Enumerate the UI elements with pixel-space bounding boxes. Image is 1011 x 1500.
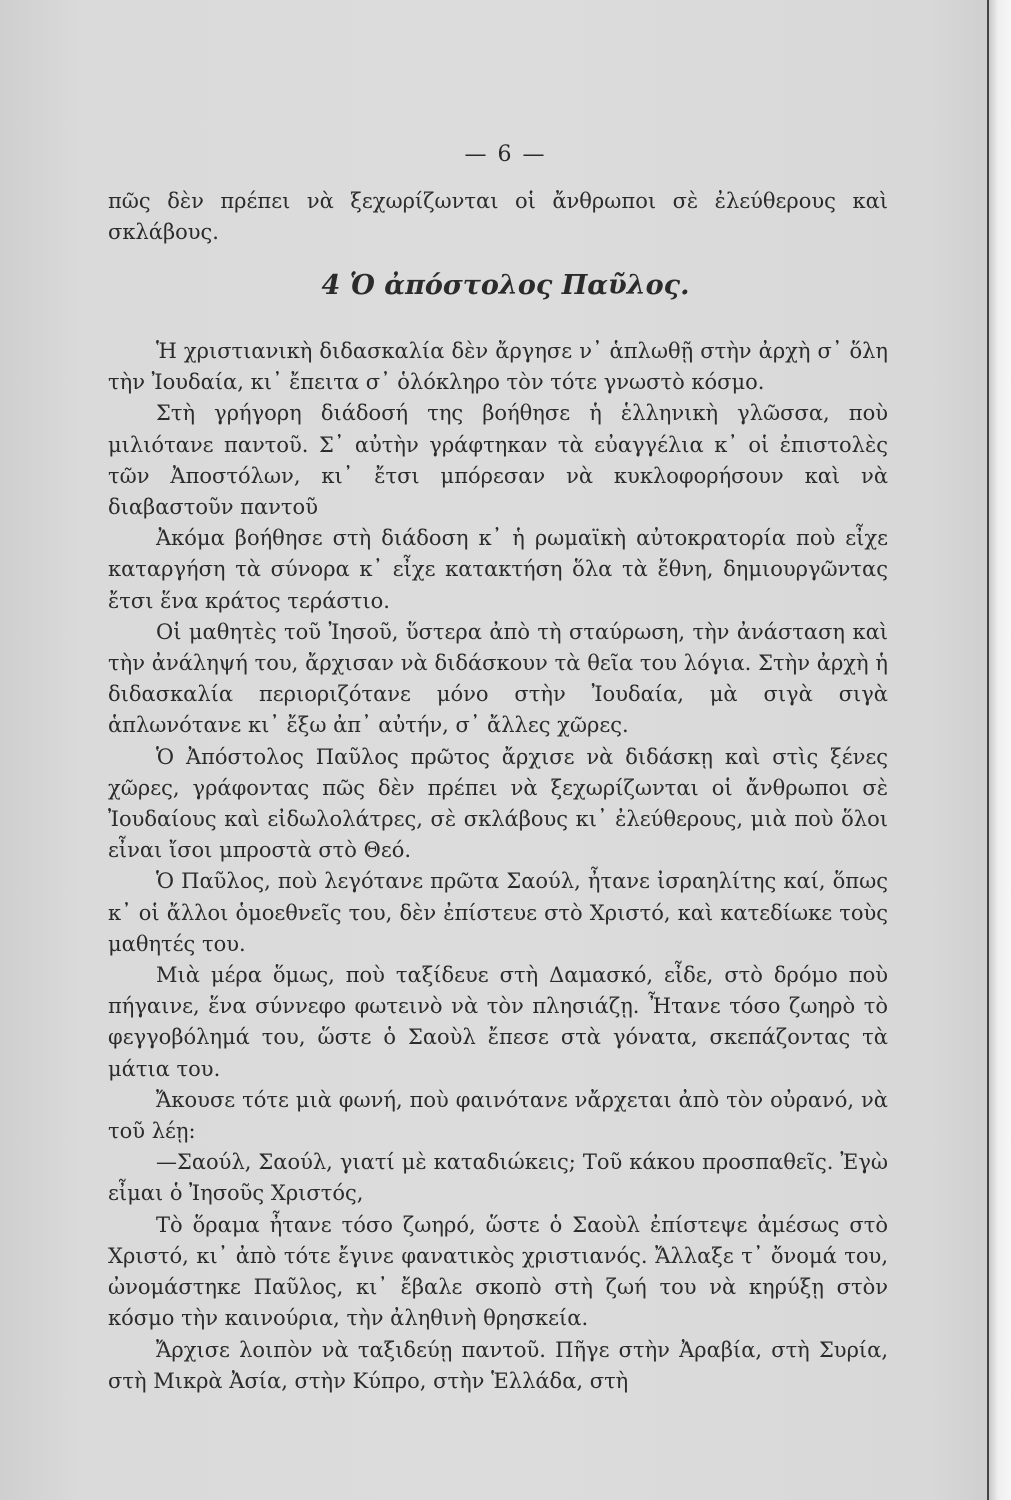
paragraph: Ἄρχισε λοιπὸν νὰ ταξιδεύῃ παντοῦ. Πῆγε στὴν Ἀραβία, στὴ Συρία, στὴ Μικρὰ Ἀσία, στὴν Κύπρο, στὴν Ἑλλάδα, στὴ bbox=[108, 1337, 888, 1393]
paragraph: Ἄκουσε τότε μιὰ φωνή, ποὺ φαινότανε νἄρχεται ἀπὸ τὸν οὐρανό, νὰ τοῦ λέῃ: bbox=[108, 1087, 888, 1144]
page-number: — 6 — bbox=[464, 142, 547, 167]
paragraph: Ὁ Παῦλος, ποὺ λεγότανε πρῶτα Σαούλ, ἦτανε ἰσραηλίτης καί, ὅπως κ᾿ οἱ ἄλλοι ὁμοεθνεῖς του, δὲν ἐπίστευε στὸ Χριστό, καὶ κατεδίωκε τοὺς μαθητές του. bbox=[108, 869, 888, 956]
intro-paragraph: πῶς δὲν πρέπει νὰ ξεχωρίζωνται οἱ ἄνθρωποι σὲ ἐλεύθερους καὶ σκλάβους. bbox=[108, 189, 888, 245]
intro-text bbox=[108, 186, 888, 248]
paragraph: Ἀκόμα βοήθησε στὴ διάδοση κ᾿ ἡ ρωμαϊκὴ αὐτοκρατορία ποὺ εἶχε καταργήση τὰ σύνορα κ᾿ εἶχε κατακτήση ὅλα τὰ ἔθνη, δημιουργῶντας ἔτσι ἕνα κράτος τεράστιο. bbox=[108, 526, 888, 613]
page-edge bbox=[987, 0, 1011, 1500]
paragraph: Μιὰ μέρα ὅμως, ποὺ ταξίδευε στὴ Δαμασκό, εἶδε, στὸ δρόμο ποὺ πήγαινε, ἕνα σύννεφο φωτεινὸ νὰ τὸν πλησιάζῃ. Ἦτανε τόσο ζωηρὸ τὸ φεγγοβόλημά του, ὥστε ὁ Σαοὺλ ἔπεσε στὰ γόνατα, σκεπάζοντας τὰ μάτια του. bbox=[108, 963, 888, 1081]
chapter-body bbox=[108, 336, 888, 1397]
paragraph: —Σαούλ, Σαούλ, γιατί μὲ καταδιώκεις; Τοῦ κάκου προσπαθεῖς. Ἐγὼ εἶμαι ὁ Ἰησοῦς Χριστός, bbox=[108, 1150, 888, 1206]
chapter-heading: 4 Ὁ ἀπόστολος Παῦλος. bbox=[321, 270, 690, 301]
paragraph: Οἱ μαθητὲς τοῦ Ἰησοῦ, ὕστερα ἀπὸ τὴ σταύρωση, τὴν ἀνάσταση καὶ τὴν ἀνάληψή του, ἄρχισαν νὰ διδάσκουν τὰ θεῖα του λόγια. Στὴν ἀρχὴ ἡ διδασκαλία περιοριζότανε μόνο στὴν Ἰουδαία, μὰ σιγὰ σιγὰ ἁπλωνότανε κι᾿ ἔξω ἀπ᾿ αὐτήν, σ᾿ ἄλλες χῶρες. bbox=[108, 619, 888, 738]
paragraph: Στὴ γρήγορη διάδοσή της βοήθησε ἡ ἑλληνικὴ γλῶσσα, ποὺ μιλιότανε παντοῦ. Σ᾿ αὐτὴν γράφτηκαν τὰ εὐαγγέλια κ᾿ οἱ ἐπιστολὲς τῶν Ἀποστόλων, κι᾿ ἔτσι μπόρεσαν νὰ κυκλοφορήσουν καὶ νὰ διαβαστοῦν παντοῦ bbox=[108, 401, 888, 520]
paragraph: Ὁ Ἀπόστολος Παῦλος πρῶτος ἄρχισε νὰ διδάσκῃ καὶ στὶς ξένες χῶρες, γράφοντας πῶς δὲν πρέπει νὰ ξεχωρίζωνται οἱ ἄνθρωποι σὲ Ἰουδαίους καὶ εἰδωλολάτρες, σὲ σκλάβους κι᾿ ἐλεύθερους, μιὰ ποὺ ὅλοι εἶναι ἴσοι μπροστὰ στὸ Θεό. bbox=[108, 744, 888, 863]
paragraph: Τὸ ὅραμα ἦτανε τόσο ζωηρό, ὥστε ὁ Σαοὺλ ἐπίστεψε ἀμέσως στὸ Χριστό, κι᾿ ἀπὸ τότε ἔγινε φανατικὸς χριστιανός. Ἄλλαξε τ᾿ ὄνομά του, ὠνομάστηκε Παῦλος, κι᾿ ἔβαλε σκοπὸ στὴ ζωή του νὰ κηρύξῃ στὸν κόσμο τὴν καινούρια, τὴν ἀληθινὴ θρησκεία. bbox=[108, 1212, 888, 1331]
paragraph: Ἡ χριστιανικὴ διδασκαλία δὲν ἄργησε ν᾿ ἁπλωθῇ στὴν ἀρχὴ σ᾿ ὅλη τὴν Ἰουδαία, κι᾿ ἔπειτα σ᾿ ὁλόκληρο τὸν τότε γνωστὸ κόσμο. bbox=[108, 339, 888, 395]
